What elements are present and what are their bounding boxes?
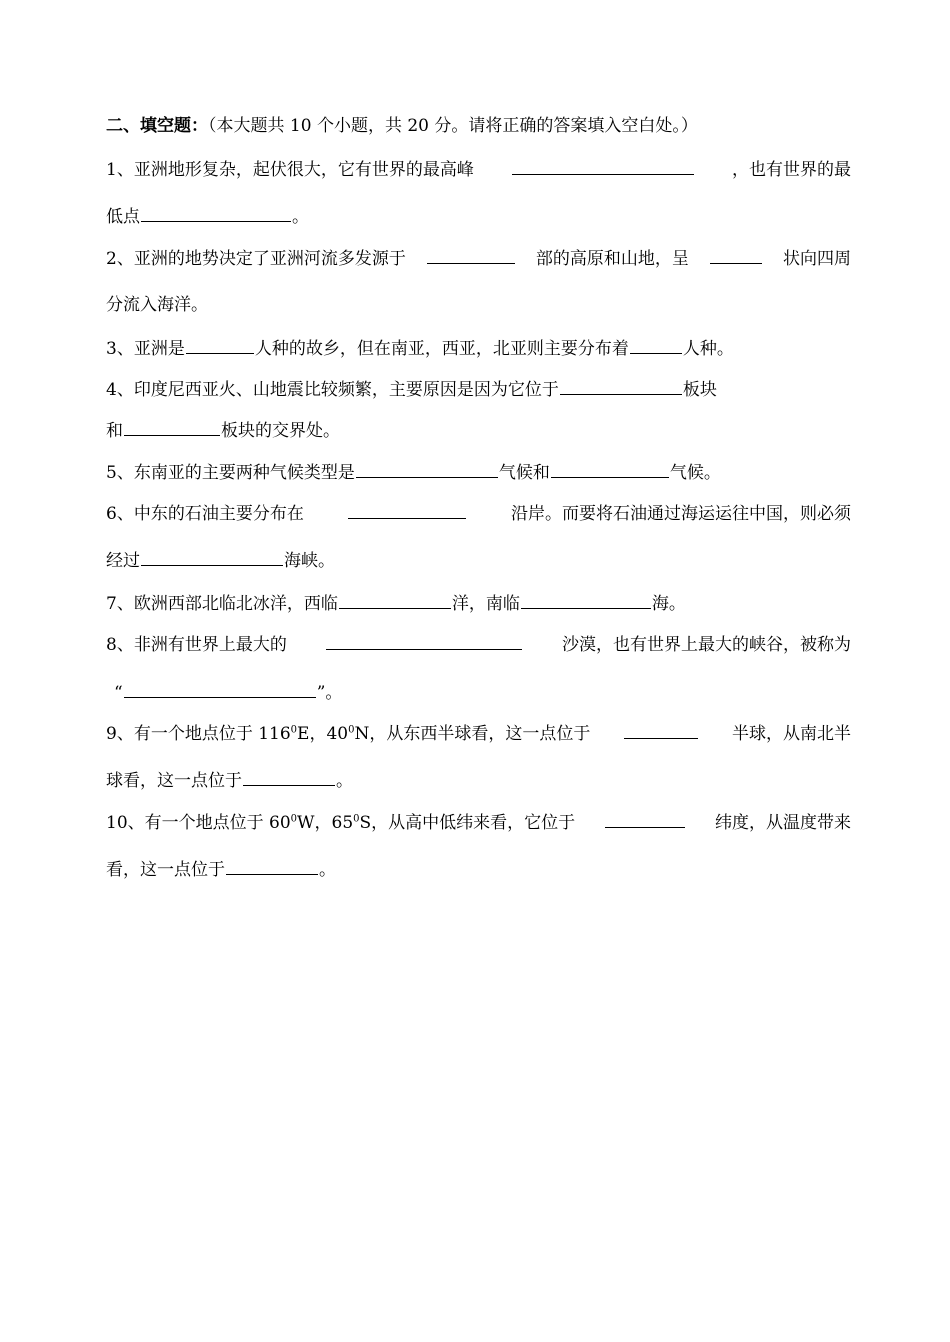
q1-text-a: 1、亚洲地形复杂，起伏很大，它有世界的最高峰 <box>106 160 474 180</box>
q10-blank-2[interactable] <box>226 857 318 875</box>
q5-blank-1[interactable] <box>356 460 498 478</box>
q3-blank-1[interactable] <box>186 336 254 354</box>
q10-text-a: 10、有一个地点位于 60 <box>106 813 291 833</box>
question-9-line-1 <box>106 721 851 745</box>
q10-text-c: S，从高中低纬来看，它位于 <box>359 813 576 833</box>
question-5 <box>106 460 851 484</box>
q10-text-f: 。 <box>319 860 336 880</box>
question-6-line-2 <box>106 548 851 572</box>
q1-blank-1[interactable] <box>512 157 694 175</box>
section-instruction: （本大题共 10 个小题，共 20 分。请将正确的答案填入空白处。） <box>208 116 698 136</box>
question-10-line-1 <box>106 810 851 834</box>
q8-text-a: 8、非洲有世界上最大的 <box>106 635 287 655</box>
q6-blank-1[interactable] <box>348 501 466 519</box>
q9-blank-1[interactable] <box>624 721 698 739</box>
q10-blank-1[interactable] <box>605 810 685 828</box>
q3-text-c: 人种。 <box>682 339 734 359</box>
q10-text-e: 看，这一点位于 <box>106 860 225 880</box>
q1-blank-2[interactable] <box>141 204 291 222</box>
q3-text-b: 人种的故乡，但在南亚，西亚，北亚则主要分布着 <box>254 339 629 359</box>
q1-text-d: 。 <box>292 207 309 227</box>
q9-degree-2: 0 <box>348 724 355 736</box>
q7-blank-2[interactable] <box>521 591 651 609</box>
q10-text-b: W，65 <box>297 813 354 833</box>
q9-degree-1: 0 <box>290 724 298 736</box>
q8-blank-2[interactable] <box>124 680 316 698</box>
q9-text-c: N，从东西半球看，这一点位于 <box>354 724 591 744</box>
q4-blank-1[interactable] <box>560 377 682 395</box>
q1-text-b: ，也有世界的最 <box>731 160 851 180</box>
q4-text-c: 和 <box>106 421 123 441</box>
q10-text-d: 纬度，从温度带来 <box>715 813 851 833</box>
q10-degree-1: 0 <box>290 813 298 825</box>
q9-text-d: 半球，从南北半 <box>732 724 851 744</box>
q7-text-c: 海。 <box>651 594 686 614</box>
question-1-line-2 <box>106 204 851 228</box>
q5-text-a: 5、东南亚的主要两种气候类型是 <box>106 463 355 483</box>
q4-blank-2[interactable] <box>124 418 220 436</box>
question-8-line-1 <box>106 632 851 656</box>
q3-text-a: 3、亚洲是 <box>106 339 185 359</box>
q2-text-b: 部的高原和山地，呈 <box>535 249 689 269</box>
q6-blank-2[interactable] <box>141 548 283 566</box>
q10-text-ab <box>106 812 575 834</box>
question-2-line-1 <box>106 246 851 270</box>
q4-text-a: 4、印度尼西亚火、山地震比较频繁，主要原因是因为它位于 <box>106 380 559 400</box>
q5-blank-2[interactable] <box>551 460 669 478</box>
question-9-line-2 <box>106 768 851 792</box>
section-header <box>106 115 851 137</box>
section-title: 二、填空题： <box>106 116 208 136</box>
question-10-line-2 <box>106 857 851 881</box>
q9-blank-2[interactable] <box>243 768 335 786</box>
q5-text-c: 气候。 <box>669 463 721 483</box>
q9-text-a: 9、有一个地点位于 116 <box>106 724 291 744</box>
question-8-line-2 <box>106 680 851 704</box>
q4-text-d: 板块的交界处。 <box>221 421 340 441</box>
q7-text-a: 7、欧洲西部北临北冰洋，西临 <box>106 594 338 614</box>
q8-text-d: ”。 <box>316 683 343 703</box>
q8-text-b: 沙漠，也有世界上最大的峡谷，被称为 <box>561 635 851 655</box>
q7-text-b: 洋，南临 <box>451 594 520 614</box>
q2-blank-1[interactable] <box>427 246 515 264</box>
q6-text-d: 海峡。 <box>284 551 335 571</box>
q1-text-c: 低点 <box>106 207 140 227</box>
q6-text-c: 经过 <box>106 551 140 571</box>
q8-text-c: “ <box>114 683 123 703</box>
q6-text-a: 6、中东的石油主要分布在 <box>106 504 304 524</box>
q9-text-ab <box>106 723 590 745</box>
q3-blank-2[interactable] <box>630 336 682 354</box>
q9-text-e: 球看，这一点位于 <box>106 771 242 791</box>
q9-text-f: 。 <box>336 771 353 791</box>
question-4-line-1 <box>106 377 851 401</box>
q10-degree-2: 0 <box>353 813 360 825</box>
question-4-line-2 <box>106 418 851 442</box>
question-1-line-1 <box>106 157 851 181</box>
q9-text-b: E，40 <box>297 724 349 744</box>
question-3 <box>106 336 851 360</box>
q7-blank-1[interactable] <box>339 591 451 609</box>
q8-blank-1[interactable] <box>326 632 522 650</box>
q2-text-a: 2、亚洲的地势决定了亚洲河流多发源于 <box>106 249 406 269</box>
q2-text-c: 状向四周 <box>782 249 851 269</box>
question-2-line-2 <box>106 294 851 316</box>
q4-text-b: 板块 <box>682 380 717 400</box>
question-6-line-1 <box>106 501 851 525</box>
q2-text-d: 分流入海洋。 <box>106 295 208 315</box>
q5-text-b: 气候和 <box>498 463 550 483</box>
question-7 <box>106 591 851 615</box>
q6-text-b: 沿岸。而要将石油通过海运运往中国，则必须 <box>510 504 851 524</box>
q2-blank-2[interactable] <box>710 246 762 264</box>
